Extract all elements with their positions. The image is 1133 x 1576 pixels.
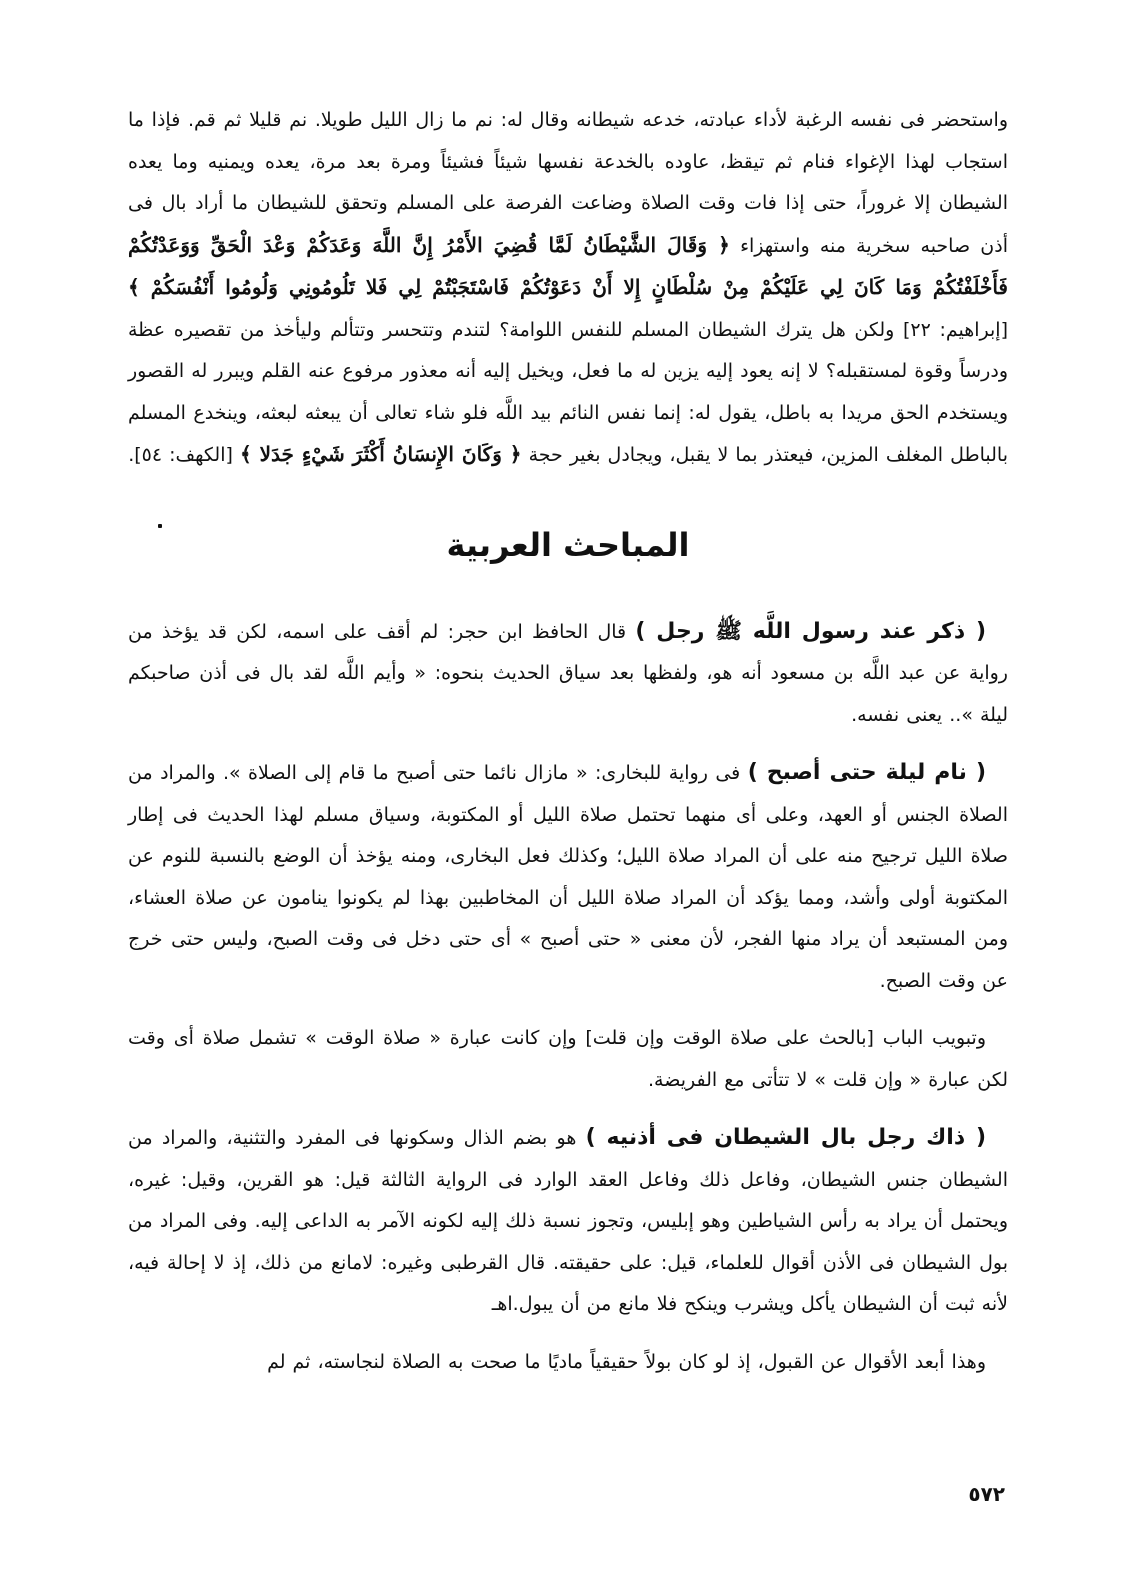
entry-text: وهذا أبعد الأقوال عن القبول، إذ لو كان بولاً حقيقياً ماديًا ما صحت به الصلاة لنجاسته، ثم لم (267, 1350, 986, 1373)
entry-lemma: ( ذكر عند رسول اللَّه ﷺ رجل ) (635, 618, 987, 644)
entry-text: قال الحافظ ابن حجر: لم أقف على اسمه، لكن قد يؤخذ من رواية عن عبد اللَّه بن مسعود أنه هو، ولفظها بعد سياق الحديث بنحوه: « وأيم اللَّه لقد بال فى أذن صاحبكم ليلة ».. يعنى نفسه. (128, 620, 1008, 726)
verse-reference-kahf: [الكهف: ٥٤]. (128, 444, 233, 466)
entry-text: فى رواية للبخارى: « مازال نائما حتى أصبح ما قام إلى الصلاة ». والمراد من الصلاة الجنس أو العهد، وعلى أى منهما تحتمل صلاة الليل أو المكتوبة، وسياق مسلم لهذا الحديث فى إطار صلاة الليل ترجيح منه على أن المراد صلاة الليل؛ وكذلك فعل البخارى، ومنه يؤخذ أن الوضع بالنسبة للنوم عن المكتوبة أولى وأشد، ومما يؤكد أن المراد صلاة الليل أن المخاطبين بهذا لم يكونوا ينامون عن صلاة العشاء، ومن المستبعد أن يراد منها الفجر، لأن معنى « حتى أصبح » أى حتى دخل فى وقت الصبح، وليس حتى خرج عن وقت الصبح. (128, 762, 1008, 992)
entry-paragraph (128, 1342, 1008, 1384)
page-number: ٥٧٢ (968, 1482, 1005, 1506)
entry-lemma: ( نام ليلة حتى أصبح ) (747, 760, 987, 785)
intro-text-part2: ولكن هل يترك الشيطان المسلم للنفس اللوامة؟ لتندم وتتحسر وتتألم وليأخذ من تقصيره عظة ودرساً وقوة لمستقبله؟ لا إنه يعود إليه يزين له ما فعل، ويخيل إليه أنه معذور مرفوع عنه القلم ويبرر له القصور ويستخدم الحق مريدا به باطل، يقول له: إنما نفس النائم بيد اللَّه فلو شاء تعالى أن يبعثه لبعثه، وينخدع المسلم بالباطل المغلف المزين، فيعتذر بما لا يقبل، ويجادل بغير حجة (128, 318, 1008, 466)
entry-text: وتبويب الباب [بالحث على صلاة الوقت وإن قلت] وإن كانت عبارة « صلاة الوقت » تشمل صلاة أى وقت لكن عبارة « وإن قلت » لا تتأتى مع الفريضة. (128, 1027, 1008, 1091)
quran-verse-ibrahim: ﴿ وَقَالَ الشَّيْطَانُ لَمَّا قُضِيَ الأَمْرُ إِنَّ اللَّهَ وَعَدَكُمْ وَعْدَ الْحَقِّ وَوَعَدْتُكُمْ فَأَخْلَفْتُكُمْ وَمَا كَانَ لِي عَلَيْكُمْ مِنْ سُلْطَانٍ إِلا أَنْ دَعَوْتُكُمْ فَاسْتَجَبْتُمْ لِي فَلا تَلُومُونِي وَلُومُوا أَنْفُسَكُمْ ﴾ (128, 232, 1008, 299)
entry-paragraph (128, 752, 1008, 1002)
intro-paragraph (128, 100, 1008, 477)
entry-paragraph (128, 1117, 1008, 1326)
intro-text-part1: واستحضر فى نفسه الرغبة لأداء عبادته، خدعه شيطانه وقال له: نم ما زال الليل طويلا. نم قليلا ثم قم. فإذا ما استجاب لهذا الإغواء فنام ثم تيقظ، عاوده بالخدعة نفسها شيئاً فشيئاً ومرة بعد مرة، يعده ويمنيه وما يعده الشيطان إلا غروراً، حتى إذا فات وقت الصلاة وضاعت الفرصة على المسلم وتحقق للشيطان ما أراد بال فى أذن صاحبه سخرية منه واستهزاء (128, 109, 1008, 257)
quran-verse-kahf: ﴿ وَكَانَ الإِنسَانُ أَكْثَرَ شَيْءٍ جَدَلا ﴾ (239, 442, 522, 466)
entry-lemma: ( ذاك رجل بال الشيطان فى أذنيه ) (585, 1125, 986, 1150)
verse-reference-ibrahim: [إبراهيم: ٢٢] (902, 318, 1008, 341)
entry-paragraph (128, 1018, 1008, 1101)
book-page (128, 100, 1008, 1383)
entry-paragraph (128, 611, 1008, 737)
scan-artifact-dot (158, 524, 162, 528)
entry-text: هو بضم الذال وسكونها فى المفرد والتثنية، والمراد من الشيطان جنس الشيطان، وفاعل ذلك وفاعل العقد الوارد فى الرواية الثالثة قيل: هو القرين، وقيل: غيره، ويحتمل أن يراد به رأس الشياطين وهو إبليس، وتجوز نسبة ذلك إليه لكونه الآمر به الداعى إليه. وفى المراد من بول الشيطان فى الأذن أقوال للعلماء، قيل: على حقيقته. قال القرطبى وغيره: لامانع من ذلك، إذ لا إحالة فيه، لأنه ثبت أن الشيطان يأكل ويشرب وينكح فلا مانع من أن يبول.اهـ (128, 1127, 1008, 1315)
section-heading: المباحث العربية (446, 525, 690, 564)
